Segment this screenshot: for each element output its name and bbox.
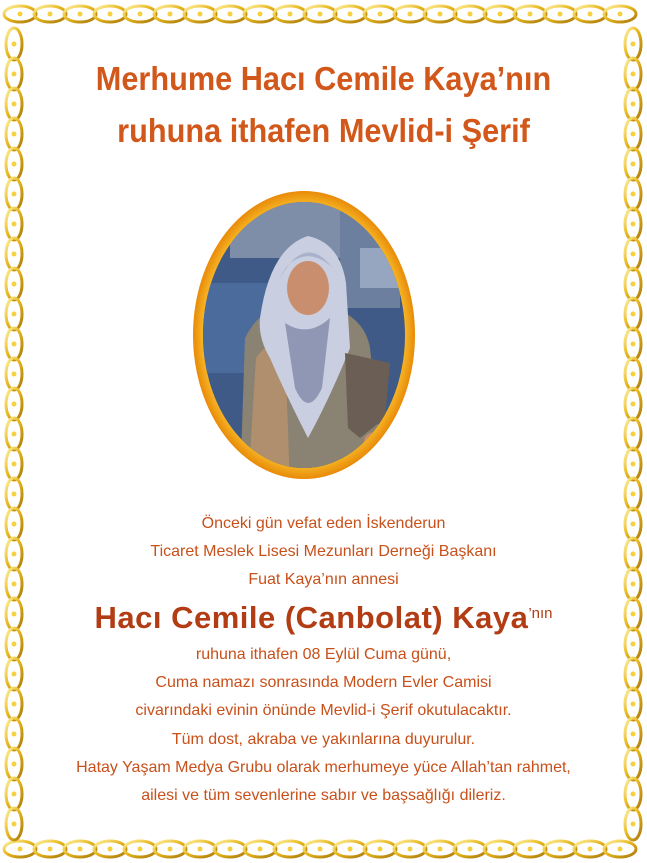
deceased-name-suffix: ’nın — [528, 605, 553, 622]
deceased-name: Hacı Cemile (Canbolat) Kaya — [94, 600, 529, 635]
intro-line-1: Önceki gün vefat eden İskenderun — [201, 515, 446, 532]
details-line-3: civarındaki evinin önünde Mevlid-i Şerif okutulacaktır. — [135, 702, 512, 719]
title-line-2: ruhuna ithafen Mevlid-i Şerif — [117, 112, 530, 149]
title-line-1: Merhume Hacı Cemile Kaya’nın — [95, 60, 552, 97]
deceased-name-line — [0, 600, 647, 636]
details-line-5: Hatay Yaşam Medya Grubu olarak merhumeye yüce Allah’tan rahmet, — [76, 759, 571, 776]
details-line-4: Tüm dost, akraba ve yakınlarına duyurulur. — [171, 731, 476, 748]
details-line-2: Cuma namazı sonrasında Modern Evler Camisi — [155, 674, 492, 691]
intro-line-2: Ticaret Meslek Lisesi Mezunları Derneği Başkanı — [150, 543, 497, 560]
details-line-6: ailesi ve tüm sevenlerine sabır ve başsağlığı dileriz. — [141, 787, 506, 804]
portrait-photo — [190, 188, 418, 483]
details-line-1: ruhuna ithafen 08 Eylül Cuma günü, — [195, 646, 452, 663]
intro-line-3: Fuat Kaya’nın annesi — [248, 571, 399, 588]
